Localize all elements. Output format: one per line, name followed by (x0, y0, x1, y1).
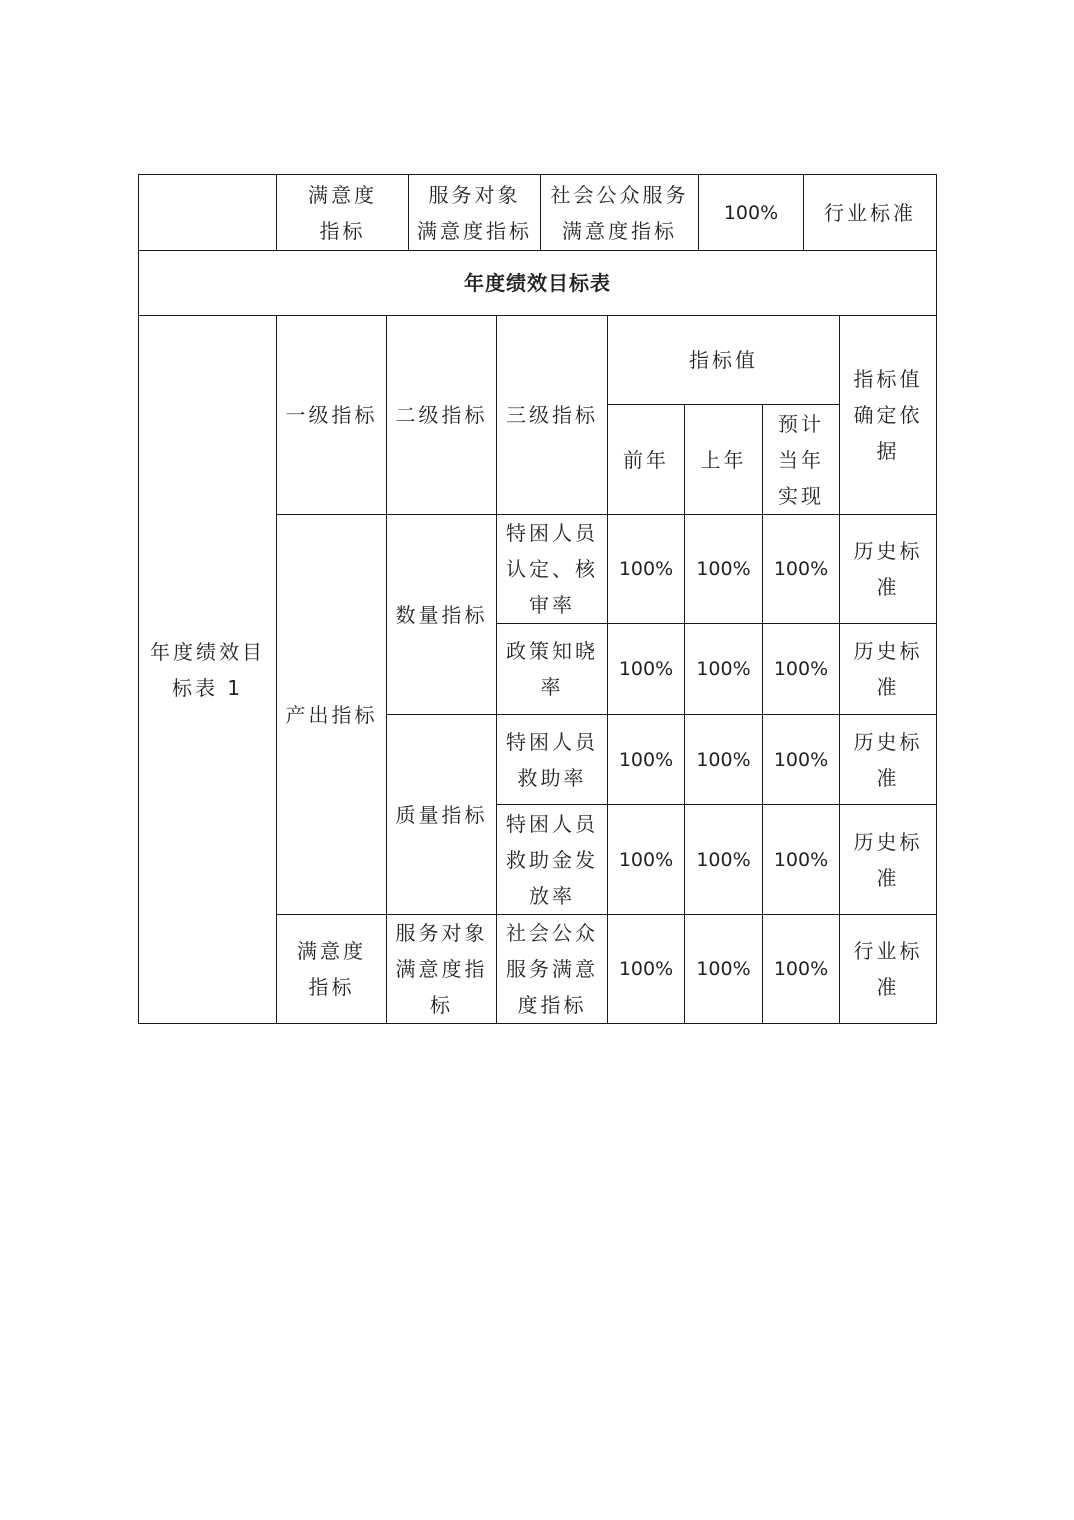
group-output: 产出指标 (277, 515, 387, 915)
header-last-year: 上年 (685, 405, 763, 515)
header-level3: 三级指标 (497, 316, 608, 515)
indicator-name: 特困人员 救助金发 放率 (497, 805, 608, 915)
value-cell: 100% (699, 175, 804, 251)
prev-value: 100% (608, 805, 685, 915)
prev-value: 100% (608, 624, 685, 715)
header-expected: 预计 当年 实现 (763, 405, 840, 515)
basis-value: 行业标 准 (840, 915, 937, 1024)
annual-performance-table (138, 250, 937, 1024)
indicator-name: 特困人员 救助率 (497, 715, 608, 805)
header-level2: 二级指标 (387, 316, 497, 515)
last-value: 100% (685, 915, 763, 1024)
table-title: 年度绩效目标表 (139, 251, 937, 316)
header-value-group: 指标值 (608, 316, 840, 405)
group-service-satisfaction: 服务对象 满意度指 标 (387, 915, 497, 1024)
current-value: 100% (763, 715, 840, 805)
prev-value: 100% (608, 715, 685, 805)
basis-value: 历史标 准 (840, 715, 937, 805)
basis-value: 历史标 准 (840, 624, 937, 715)
level2-cell: 服务对象 满意度指标 (409, 175, 541, 251)
header-prev-year: 前年 (608, 405, 685, 515)
header-level1: 一级指标 (277, 316, 387, 515)
group-satisfaction: 满意度 指标 (277, 915, 387, 1024)
indicator-name: 社会公众 服务满意 度指标 (497, 915, 608, 1024)
header-basis: 指标值 确定依 据 (840, 316, 937, 515)
basis-value: 历史标 准 (840, 515, 937, 624)
last-value: 100% (685, 624, 763, 715)
level3-cell: 社会公众服务 满意度指标 (541, 175, 699, 251)
current-value: 100% (763, 515, 840, 624)
row-label-cell: 年度绩效目 标表 1 (139, 316, 277, 1024)
basis-value: 历史标 准 (840, 805, 937, 915)
prev-value: 100% (608, 515, 685, 624)
current-value: 100% (763, 805, 840, 915)
group-quantity: 数量指标 (387, 515, 497, 715)
empty-cell (139, 175, 277, 251)
last-value: 100% (685, 715, 763, 805)
indicator-name: 政策知晓 率 (497, 624, 608, 715)
basis-cell: 行业标准 (804, 175, 937, 251)
last-value: 100% (685, 515, 763, 624)
last-value: 100% (685, 805, 763, 915)
current-value: 100% (763, 624, 840, 715)
group-quality: 质量指标 (387, 715, 497, 915)
level1-cell: 满意度 指标 (277, 175, 409, 251)
table-row (139, 175, 937, 251)
current-value: 100% (763, 915, 840, 1024)
indicator-name: 特困人员 认定、核 审率 (497, 515, 608, 624)
top-fragment-table (138, 174, 937, 251)
prev-value: 100% (608, 915, 685, 1024)
